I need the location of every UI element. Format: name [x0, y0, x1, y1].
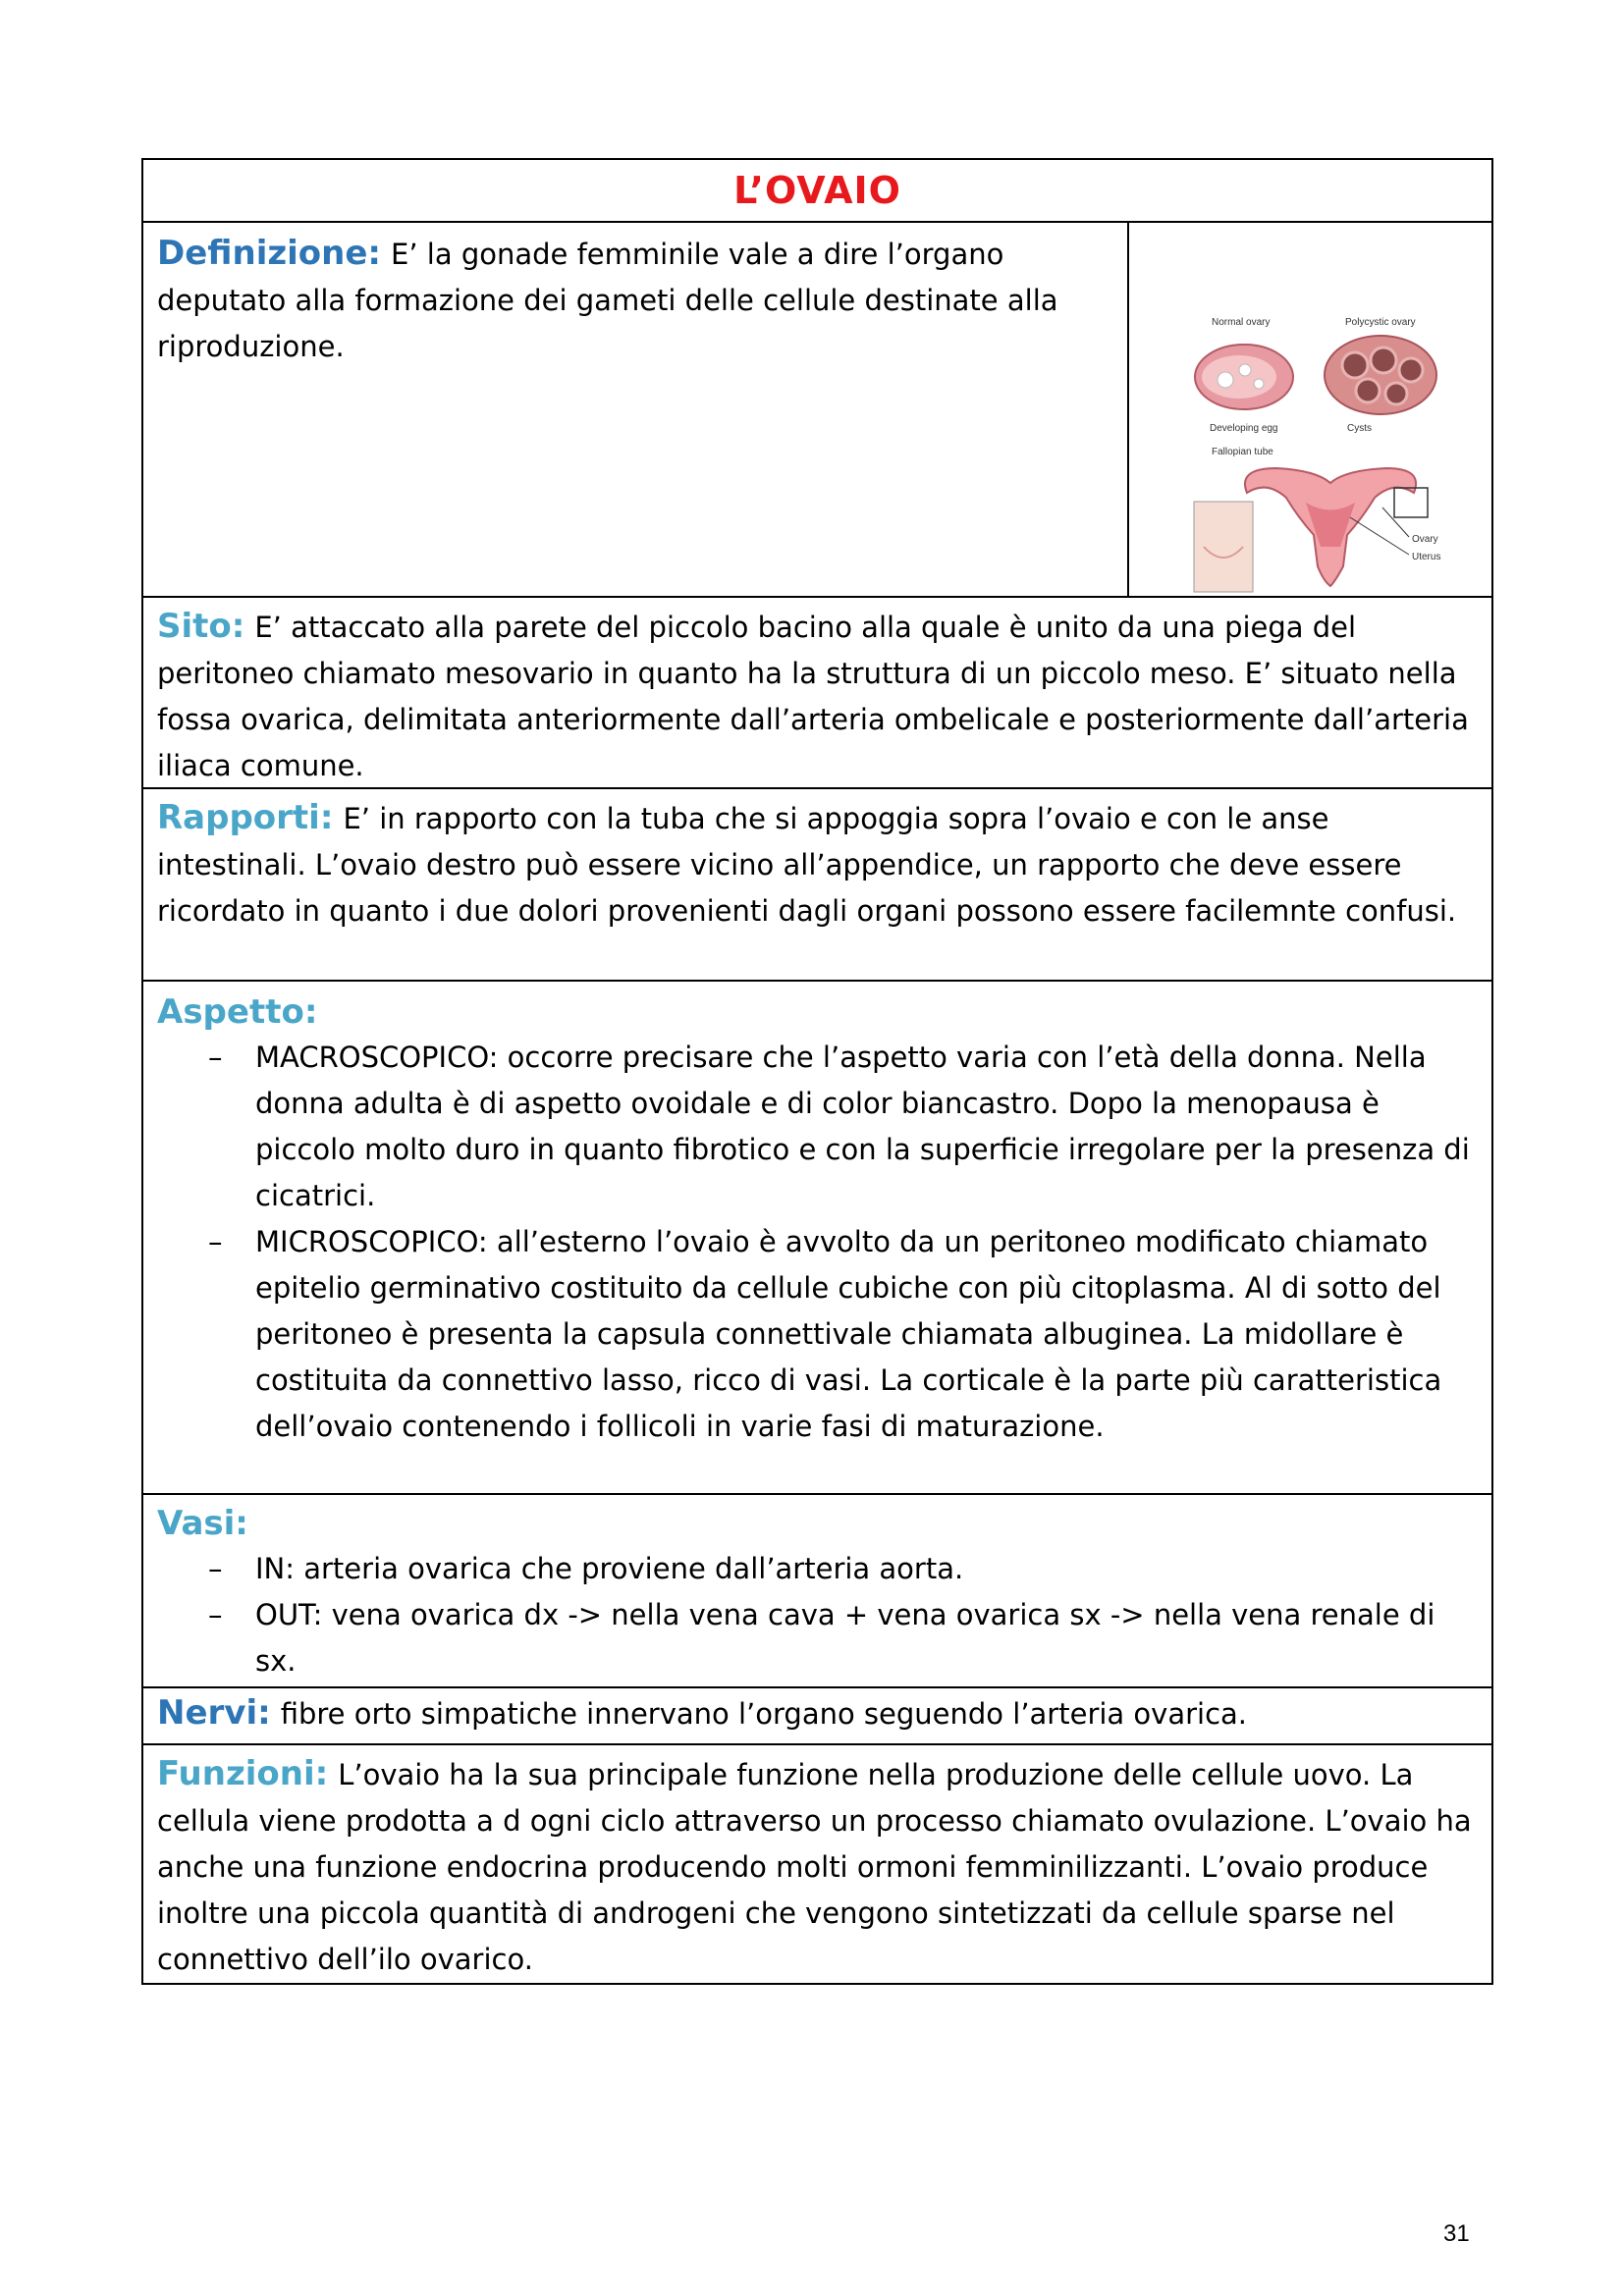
functions-row	[143, 1743, 1491, 1983]
site-paragraph	[157, 604, 1480, 789]
ovary-illustration	[1129, 223, 1491, 596]
list-item: – MACROSCOPICO: occorre precisare che l’aspetto varia con l’età della donna. Nella donna adulta è di aspetto ovoidale e di color biancastro. Dopo la menopausa è piccolo molto duro in quanto fibrotico e con la superficie irregolare per la presenza di cicatrici.	[208, 1041, 1470, 1212]
appearance-row	[143, 980, 1491, 1493]
site-label: Sito:	[157, 607, 245, 646]
definition-row	[143, 221, 1491, 596]
ovary-notes-table	[141, 158, 1493, 1985]
nerves-paragraph	[157, 1690, 1480, 1737]
appearance-label: Aspetto:	[157, 992, 318, 1032]
definition-cell	[143, 223, 1127, 596]
figure-label-ovary: Ovary	[1412, 534, 1438, 545]
vessels-label: Vasi:	[157, 1504, 248, 1543]
page-title: L’OVAIO	[733, 169, 901, 212]
site-row	[143, 596, 1491, 787]
relations-label: Rapporti:	[157, 798, 334, 837]
site-text: E’ attaccato alla parete del piccolo bacino alla quale è unito da una piega del peritoneo chiamato mesovario in quanto ha la struttura di un piccolo meso. E’ situato nella fossa ovarica, delimitata anteriormente dall’arteria ombelicale e posteriormente dall’arteria iliaca comune.	[157, 611, 1469, 782]
functions-label: Funzioni:	[157, 1754, 329, 1793]
vessels-row	[143, 1493, 1491, 1686]
relations-text: E’ in rapporto con la tuba che si appoggia sopra l’ovaio e con le anse intestinali. L’ovaio destro può essere vicino all’appendice, un rapporto che deve essere ricordato in quanto i due dolori provenienti dagli organi possono essere facilemnte confusi.	[157, 802, 1457, 928]
definition-paragraph	[157, 231, 1115, 370]
nerves-text: fibre orto simpatiche innervano l’organo seguendo l’arteria ovarica.	[280, 1697, 1248, 1731]
functions-paragraph	[157, 1751, 1480, 1983]
functions-text: L’ovaio ha la sua principale funzione nella produzione delle cellule uovo. La cellula viene prodotta a d ogni ciclo attraverso un processo chiamato ovulazione. L’ovaio ha anche una funzione endocrina producendo molti ormoni femminilizzanti. L’ovaio produce inoltre una piccola quantità di androgeni che vengono sintetizzati da cellule sparse nel connettivo dell’ilo ovarico.	[157, 1758, 1472, 1976]
vessels-list	[157, 1546, 1480, 1684]
relations-row	[143, 787, 1491, 980]
figure-label-cysts: Cysts	[1347, 423, 1372, 434]
figure-label-egg: Developing egg	[1210, 423, 1278, 434]
title-row	[143, 160, 1491, 221]
ovary-illustration-cell	[1127, 223, 1491, 596]
relations-paragraph	[157, 795, 1480, 934]
definition-text: E’ la gonade femminile vale a dire l’organo deputato alla formazione dei gameti delle cellule destinate alla riproduzione.	[157, 238, 1058, 363]
list-item: – MICROSCOPICO: all’esterno l’ovaio è avvolto da un peritoneo modificato chiamato epitelio germinativo costituito da cellule cubiche con più citoplasma. Al di sotto del peritoneo è presenta la capsula connettivale chiamata albuginea. La midollare è costituita da connettivo lasso, ricco di vasi. La corticale è la parte più caratteristica dell’ovaio contenendo i follicoli in varie fasi di maturazione.	[208, 1225, 1442, 1443]
figure-label-normal: Normal ovary	[1212, 317, 1271, 328]
list-item: – IN: arteria ovarica che proviene dall’arteria aorta.	[208, 1552, 964, 1585]
nerves-row	[143, 1686, 1491, 1743]
figure-label-uterus: Uterus	[1412, 552, 1441, 562]
figure-label-fallopian: Fallopian tube	[1212, 447, 1273, 457]
appearance-list	[157, 1035, 1480, 1450]
list-item: – OUT: vena ovarica dx -> nella vena cava + vena ovarica sx -> nella vena renale di sx.	[208, 1598, 1435, 1678]
body-inset	[1194, 502, 1253, 592]
page-number: 31	[1443, 2220, 1470, 2247]
definition-label: Definizione:	[157, 234, 382, 273]
figure-label-poly: Polycystic ovary	[1345, 317, 1416, 328]
nerves-label: Nervi:	[157, 1693, 271, 1733]
